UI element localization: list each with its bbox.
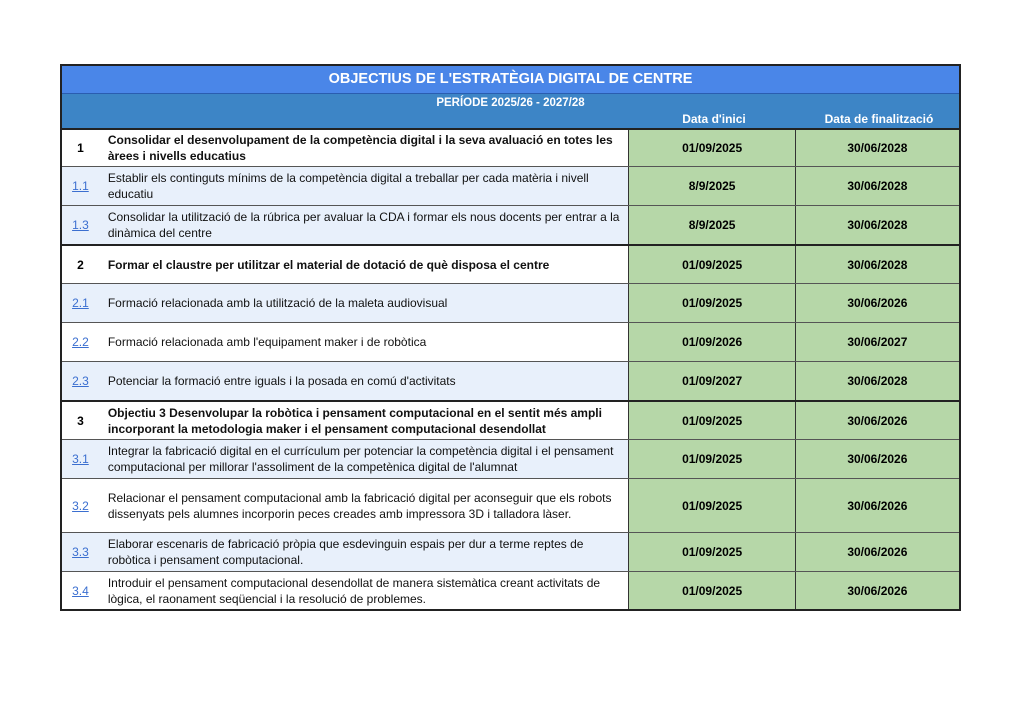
sub-objective-link[interactable]: 2.1 [72,296,89,310]
objective-number: 2 [77,257,84,272]
sub-objective-row [62,166,959,205]
end-date: 30/06/2026 [795,402,959,439]
end-date: 30/06/2028 [795,246,959,283]
end-date: 30/06/2026 [795,533,959,571]
objective-text: Objectiu 3 Desenvolupar la robòtica i pensament computacional en el sentit més ampli incorporant la metodologia maker i el pensament computacional desendollat [107,405,602,436]
start-date: 01/09/2025 [628,479,794,532]
sub-objective-link[interactable]: 2.3 [72,374,89,388]
end-date: 30/06/2026 [795,440,959,478]
start-date: 01/09/2025 [628,246,794,283]
objective-text: Elaborar escenaris de fabricació pròpia que esdevinguin espais per dur a terme reptes de robòtica i pensament computacional. [107,537,584,567]
start-date: 8/9/2025 [628,206,794,244]
end-date: 30/06/2026 [795,479,959,532]
start-date: 01/09/2026 [628,323,794,361]
objective-text: Consolidar la utilització de la rúbrica per avaluar la CDA i formar els nous docents per entrar a la dinàmica del centre [107,210,620,240]
sub-objective-link[interactable]: 3.3 [72,545,89,559]
sub-objective-link[interactable]: 3.4 [72,583,89,598]
start-date: 01/09/2025 [628,130,794,166]
sub-objective-row [62,532,959,571]
objective-text: Formació relacionada amb l'equipament maker i de robòtica [107,335,427,349]
end-date: 30/06/2027 [795,323,959,361]
column-header-start: Data d'inici [682,112,746,126]
objective-text: Relacionar el pensament computacional amb la fabricació digital per aconseguir que els robots dissenyats pels alumnes incorporin peces creades amb impressora 3D i talladora làser. [107,490,612,521]
end-date: 30/06/2028 [795,167,959,205]
objective-text: Integrar la fabricació digital en el currículum per potenciar la competència digital i el pensament computacional per millorar l'assoliment de la competènica digital de l'alumnat [107,444,614,474]
sub-objective-row [62,322,959,361]
objective-text: Consolidar el desenvolupament de la competència digital i la seva avaluació en totes les àrees i nivells educatius [107,133,613,163]
sub-objective-row [62,478,959,532]
table-title: OBJECTIUS DE L'ESTRATÈGIA DIGITAL DE CENTRE [62,66,959,94]
start-date: 01/09/2027 [628,362,794,400]
column-header-end: Data de finalització [824,112,934,126]
end-date: 30/06/2026 [795,572,959,609]
sub-objective-row [62,361,959,400]
objectives-table [60,64,961,611]
objective-number: 1 [77,141,84,155]
sub-objective-link[interactable]: 2.2 [72,335,89,349]
sub-objective-row [62,571,959,609]
sub-objective-row [62,439,959,478]
start-date: 01/09/2025 [628,284,794,322]
objective-text: Establir els continguts mínims de la competència digital a treballar per cada matèria i nivell educatiu [107,171,589,201]
start-date: 01/09/2025 [628,533,794,571]
objective-row [62,128,959,166]
sub-objective-link[interactable]: 3.1 [72,452,89,466]
objective-text: Formació relacionada amb la utilització de la maleta audiovisual [107,296,448,310]
end-date: 30/06/2026 [795,284,959,322]
objective-number: 3 [77,413,84,428]
period-label: PERÍODE 2025/26 - 2027/28 [436,97,585,109]
objective-text: Introduir el pensament computacional desendollat de manera sistemàtica creant activitats de lògica, el raonament seqüencial i la resolució de problemes. [107,575,601,606]
end-date: 30/06/2028 [795,130,959,166]
objective-row [62,400,959,439]
objective-text: Potenciar la formació entre iguals i la posada en comú d'activitats [107,374,456,388]
period-header [62,94,959,128]
end-date: 30/06/2028 [795,362,959,400]
start-date: 01/09/2025 [628,572,794,609]
sub-objective-link[interactable]: 3.2 [72,498,89,513]
objective-row [62,244,959,283]
sub-objective-row [62,283,959,322]
sub-objective-row [62,205,959,244]
start-date: 01/09/2025 [628,402,794,439]
start-date: 8/9/2025 [628,167,794,205]
sub-objective-link[interactable]: 1.3 [72,218,89,232]
objective-text: Formar el claustre per utilitzar el material de dotació de què disposa el centre [107,257,550,272]
start-date: 01/09/2025 [628,440,794,478]
end-date: 30/06/2028 [795,206,959,244]
sub-objective-link[interactable]: 1.1 [72,179,89,193]
